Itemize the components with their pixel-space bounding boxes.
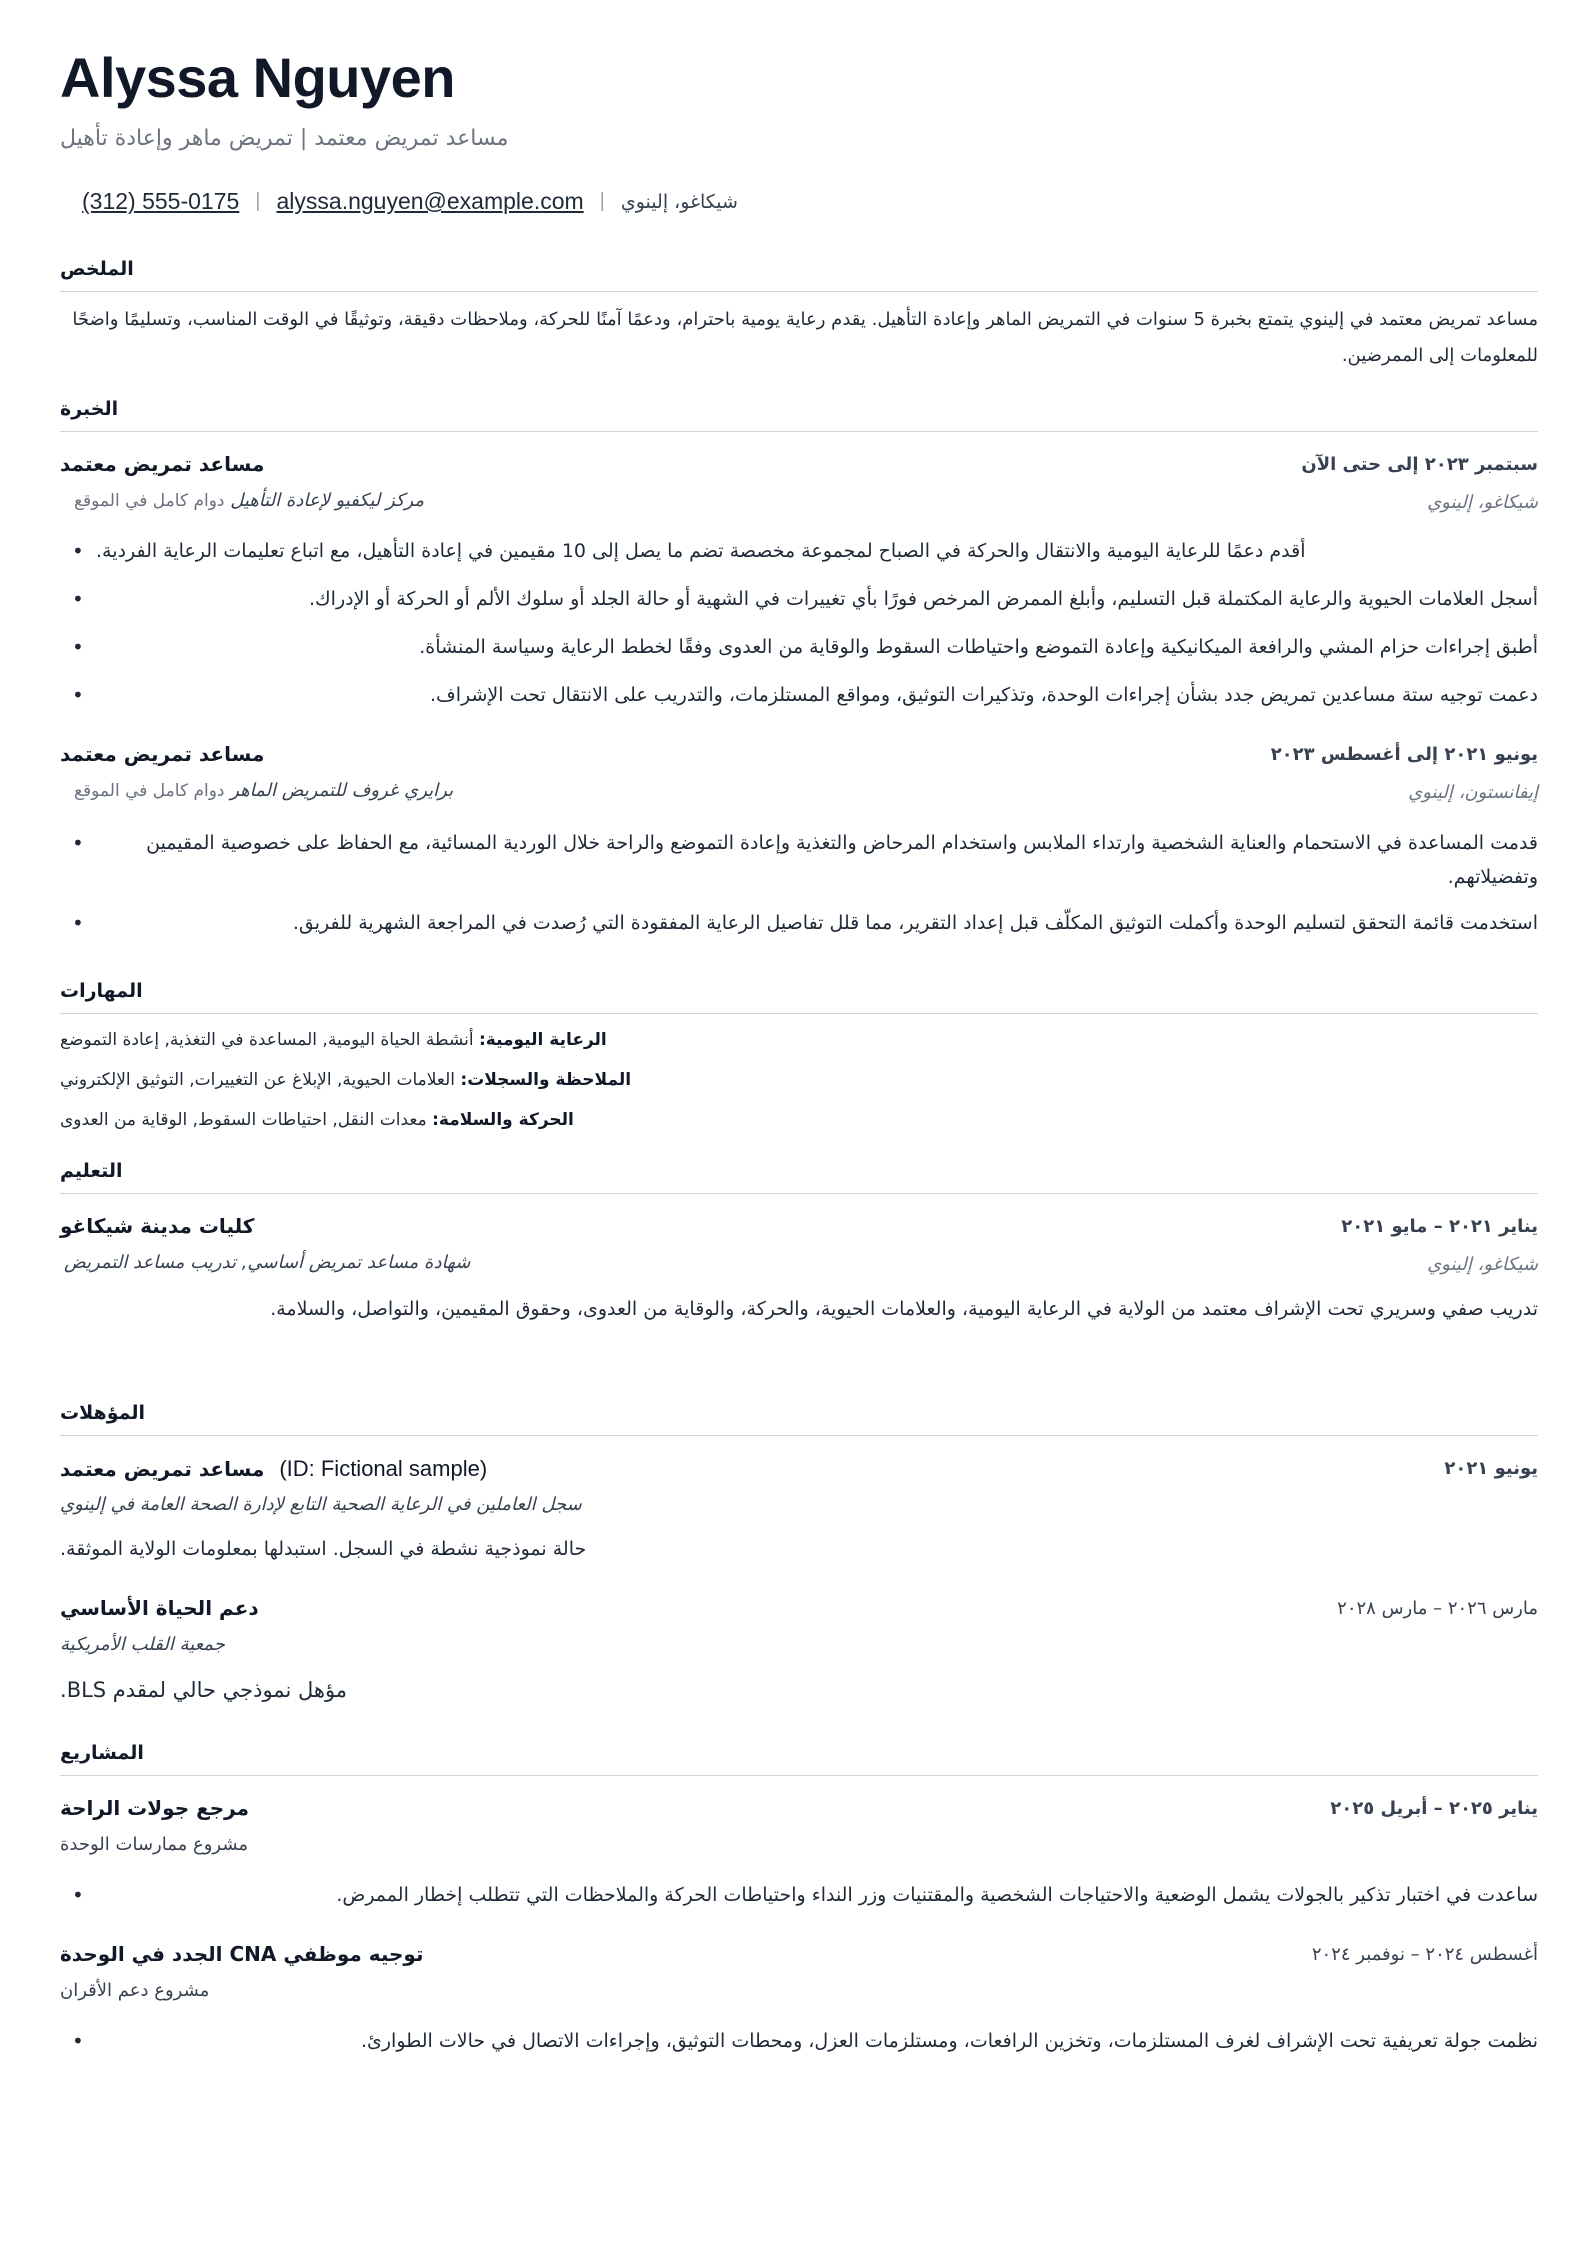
skill-values: العلامات الحيوية, الإبلاغ عن التغييرات, التوثيق الإلكتروني xyxy=(60,1070,455,1090)
skill-label: الملاحظة والسجلات: xyxy=(460,1070,632,1090)
credential-note: حالة نموذجية نشطة في السجل. استبدلها بمعلومات الولاية الموثقة. xyxy=(60,1538,587,1560)
phone-link[interactable]: (312) 555-0175 xyxy=(82,188,240,214)
job-employer-line xyxy=(74,780,453,801)
project-dates: يناير ٢٠٢٥ – أبريل ٢٠٢٥ xyxy=(1330,1798,1538,1819)
education-dates: يناير ٢٠٢١ – مايو ٢٠٢١ xyxy=(1341,1216,1538,1237)
credential-date: مارس ٢٠٢٦ – مارس ٢٠٢٨ xyxy=(1337,1598,1538,1619)
project-bullets xyxy=(60,1880,1538,1910)
section-title-skills: المهارات xyxy=(60,980,1538,1014)
job-bullets xyxy=(60,826,1538,938)
credential-id: (ID: Fictional sample) xyxy=(279,1456,488,1481)
skill-row xyxy=(60,1070,631,1090)
skill-row xyxy=(60,1030,607,1050)
project-bullets xyxy=(60,2026,1538,2056)
credential-name: دعم الحياة الأساسي xyxy=(60,1596,259,1620)
skill-row xyxy=(60,1110,574,1130)
list-item: • أسجل العلامات الحيوية والرعاية المكتملة قبل التسليم، وأبلغ الممرض المرخص فورًا بأي تغييرات في الشهية أو حالة الجلد أو سلوك الألم أو الحركة أو الإدراك. xyxy=(60,584,1538,614)
job-dates: سبتمبر ٢٠٢٣ إلى حتى الآن xyxy=(1301,454,1538,475)
list-item: • استخدمت قائمة التحقق لتسليم الوحدة وأكملت التوثيق المكلّف قبل إعداد التقرير، مما قلل تفاصيل الرعاية المفقودة التي رُصدت في المراجعة الشهرية للفريق. xyxy=(60,908,1538,938)
job-employer: برايري غروف للتمريض الماهر xyxy=(230,780,454,801)
job-employer: مركز ليكفيو لإعادة التأهيل xyxy=(230,490,425,511)
job-bullets xyxy=(60,536,1538,710)
project-name: مرجع جولات الراحة xyxy=(60,1796,249,1820)
section-title-education: التعليم xyxy=(60,1160,1538,1194)
project-name: توجيه موظفي CNA الجدد في الوحدة xyxy=(60,1942,424,1966)
section-title-summary: الملخص xyxy=(60,258,1538,292)
contact-separator: | xyxy=(255,190,261,212)
education-description: تدريب صفي وسريري تحت الإشراف معتمد من الولاية في الرعاية اليومية، والعلامات الحيوية، والحركة، والوقاية من العدوى، وحقوق المقيمين، والتواصل، والسلامة. xyxy=(270,1298,1538,1320)
headline: مساعد تمريض معتمد | تمريض ماهر وإعادة تأهيل xyxy=(60,126,509,151)
list-item: • قدمت المساعدة في الاستحمام والعناية الشخصية وارتداء الملابس واستخدام المرحاض والتغذية وإعادة التموضع والراحة خلال الوردية المسائية، مع الحفاظ على خصوصية المقيمين وتفضيلاتهم. xyxy=(60,826,1538,894)
education-program: شهادة مساعد تمريض أساسي, تدريب مساعد التمريض xyxy=(64,1252,471,1273)
candidate-name: Alyssa Nguyen xyxy=(60,46,455,109)
section-title-credentials: المؤهلات xyxy=(60,1402,1538,1436)
list-item: • أطبق إجراءات حزام المشي والرافعة الميكانيكية وإعادة التموضع واحتياطات السقوط والوقاية من العدوى وفقًا لخطط الرعاية وسياسة المنشأة. xyxy=(60,632,1538,662)
job-role: مساعد تمريض معتمد xyxy=(60,742,265,766)
contact-separator: | xyxy=(599,190,605,212)
list-item: • ساعدت في اختبار تذكير بالجولات يشمل الوضعية والاحتياجات الشخصية والمقتنيات وزر النداء واحتياطات الحركة والملاحظات التي تتطلب إخطار الممرض. xyxy=(60,1880,1538,1910)
job-role: مساعد تمريض معتمد xyxy=(60,452,265,476)
section-title-projects: المشاريع xyxy=(60,1742,1538,1776)
credential-name: مساعد تمريض معتمد xyxy=(60,1457,265,1481)
skill-label: الحركة والسلامة: xyxy=(432,1110,574,1130)
credential-issuer: سجل العاملين في الرعاية الصحية التابع لإدارة الصحة العامة في إلينوي xyxy=(60,1494,582,1515)
job-meta: دوام كامل في الموقع xyxy=(74,781,225,801)
project-type: مشروع دعم الأقران xyxy=(60,1980,210,2001)
job-dates: يونيو ٢٠٢١ إلى أغسطس ٢٠٢٣ xyxy=(1270,744,1538,765)
contact-line xyxy=(82,188,738,215)
location: شيكاغو، إلينوي xyxy=(620,190,738,213)
credential-note: مؤهل نموذجي حالي لمقدم BLS. xyxy=(60,1678,348,1702)
list-item: • دعمت توجيه ستة مساعدين تمريض جدد بشأن إجراءات الوحدة، وتذكيرات التوثيق، ومواقع المستلزمات، والتدريب على الانتقال تحت الإشراف. xyxy=(60,680,1538,710)
project-dates: أغسطس ٢٠٢٤ – نوفمبر ٢٠٢٤ xyxy=(1311,1944,1538,1965)
skill-values: معدات النقل, احتياطات السقوط, الوقاية من العدوى xyxy=(60,1110,427,1130)
list-item: • نظمت جولة تعريفية تحت الإشراف لغرف المستلزمات، وتخزين الرافعات، ومستلزمات العزل، ومحطات التوثيق، وإجراءات الاتصال في حالات الطوارئ. xyxy=(60,2026,1538,2056)
job-location: إيفانستون، إلينوي xyxy=(1408,782,1538,803)
credential-date: يونيو ٢٠٢١ xyxy=(1444,1458,1538,1479)
summary-text: مساعد تمريض معتمد في إلينوي يتمتع بخبرة 5 سنوات في التمريض الماهر وإعادة التأهيل. يقدم رعاية يومية باحترام، ودعمًا آمنًا للحركة، وملاحظات دقيقة، وتوثيقًا في الوقت المناسب، وتسليمًا واضحًا للمعلومات إلى الممرضين. xyxy=(72,309,1538,366)
section-title-experience: الخبرة xyxy=(60,398,1538,432)
job-employer-line xyxy=(74,490,424,511)
credential-title xyxy=(60,1456,487,1482)
education-location: شيكاغو، إلينوي xyxy=(1427,1254,1538,1275)
credential-issuer: جمعية القلب الأمريكية xyxy=(60,1634,225,1655)
skill-values: أنشطة الحياة اليومية, المساعدة في التغذية, إعادة التموضع xyxy=(60,1030,474,1050)
project-type: مشروع ممارسات الوحدة xyxy=(60,1834,249,1855)
list-item: • أقدم دعمًا للرعاية اليومية والانتقال والحركة في الصباح لمجموعة مخصصة تضم ما يصل إلى 10 مقيمين في إعادة التأهيل، مع اتباع تعليمات الرعاية الفردية. xyxy=(60,536,1538,566)
skill-label: الرعاية اليومية: xyxy=(478,1030,607,1050)
job-location: شيكاغو، إلينوي xyxy=(1427,492,1538,513)
email-link[interactable]: alyssa.nguyen@example.com xyxy=(276,188,584,214)
school-name: كليات مدينة شيكاغو xyxy=(60,1214,255,1238)
job-meta: دوام كامل في الموقع xyxy=(74,491,225,511)
